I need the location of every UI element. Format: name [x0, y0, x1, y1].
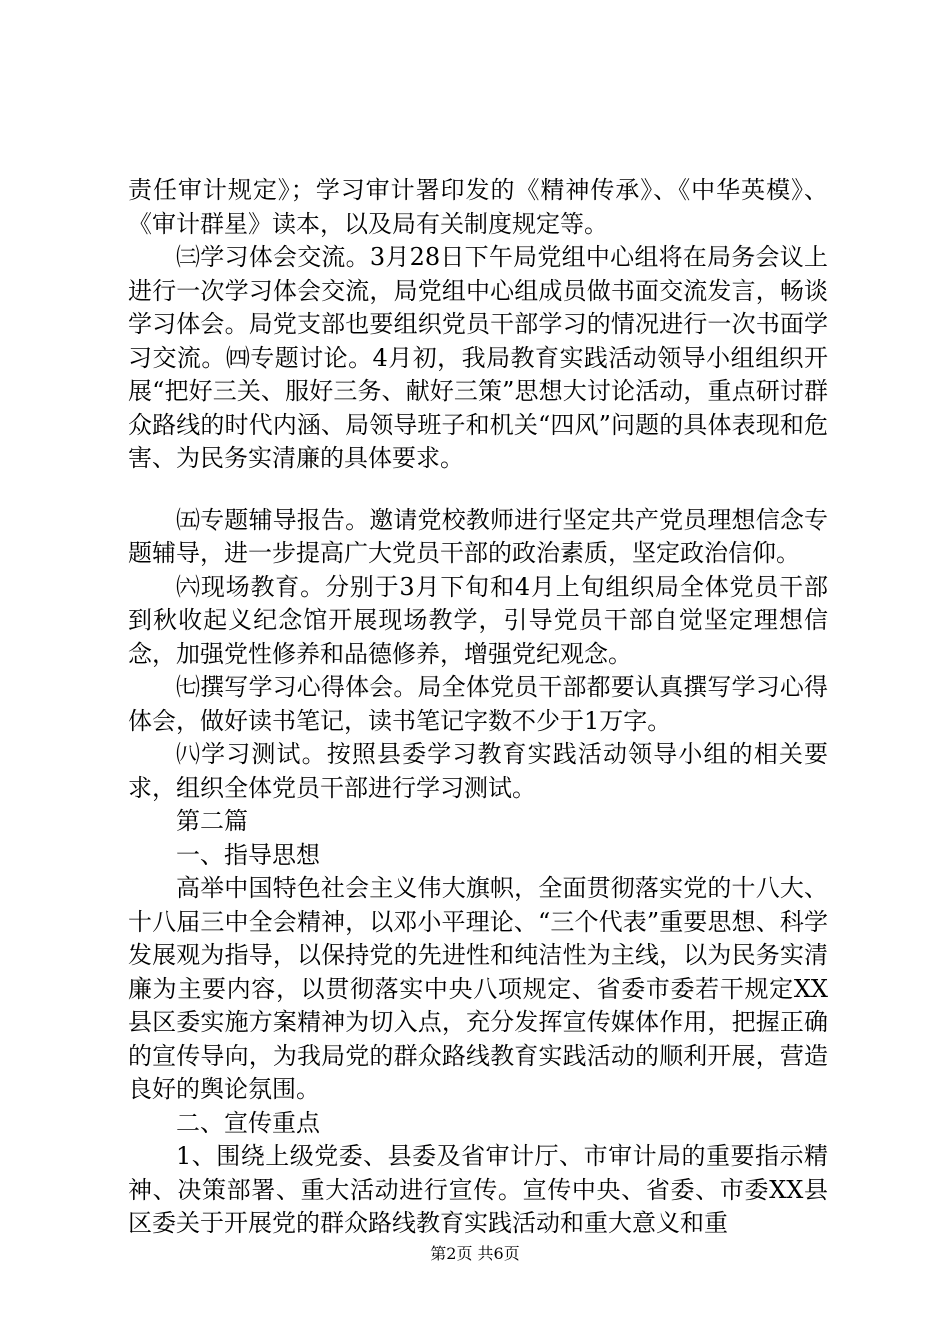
- paragraph-special-guidance-report: ㈤专题辅导报告。邀请党校教师进行坚定共产党员理想信念专题辅导，进一步提高广大党员干部的政治素质，坚定政治信仰。: [128, 505, 828, 567]
- paragraph-publicity-focus-item-1: 1、围绕上级党委、县委及省审计厅、市审计局的重要指示精神、决策部署、重大活动进行宣传。宣传中央、省委、市委XX县区委关于开展党的群众路线教育实践活动和重大意义和重: [128, 1142, 828, 1237]
- section-heading-publicity-focus: 二、宣传重点: [176, 1108, 320, 1137]
- paragraph-onsite-education: ㈥现场教育。分别于3月下旬和4月上旬组织局全体党员干部到秋收起义纪念馆开展现场教学，引导党员干部自觉坚定理想信念，加强党性修养和品德修养，增强党纪观念。: [128, 572, 828, 668]
- paragraph-gap: [128, 476, 828, 504]
- paragraph-study-exchange-and-discussion: ㈢学习体会交流。3月28日下午局党组中心组将在局务会议上进行一次学习体会交流，局党组中心组成员做书面交流发言，畅谈学习体会。局党支部也要组织党员干部学习的情况进行一次书面学习交流。㈣专题讨论。4月初，我局教育实践活动领导小组组织开展“把好三关、服好三务、献好三策”思想大讨论活动，重点研讨群众路线的时代内涵、局领导班子和机关“四风”问题的具体表现和危害、为民务实清廉的具体要求。: [128, 243, 828, 472]
- paragraph-continued-audit-rules: 责任审计规定》；学习审计署印发的《精神传承》、《中华英模》、《审计群星》读本，以及局有关制度规定等。: [128, 176, 828, 238]
- section-heading-guiding-thought: 一、指导思想: [176, 840, 320, 869]
- section-heading-part-two: 第二篇: [176, 807, 248, 835]
- paragraph-guiding-thought-body: 高举中国特色社会主义伟大旗帜，全面贯彻落实党的十八大、十八届三中全会精神，以邓小平理论、“三个代表”重要思想、科学发展观为指导，以保持党的先进性和纯洁性为主线，以为民务实清廉为主要内容，以贯彻落实中央八项规定、省委市委若干规定XX县区委实施方案精神为切入点，充分发挥宣传媒体作用，把握正确的宣传导向，为我局党的群众路线教育实践活动的顺利开展，营造良好的舆论氛围。: [128, 874, 828, 1103]
- document-body: [128, 174, 828, 1241]
- paragraph-study-test: ㈧学习测试。按照县委学习教育实践活动领导小组的相关要求，组织全体党员干部进行学习测试。: [128, 740, 828, 802]
- page-number-footer: 第2页 共6页: [430, 1244, 520, 1263]
- paragraph-study-notes: ㈦撰写学习心得体会。局全体党员干部都要认真撰写学习心得体会，做好读书笔记，读书笔记字数不少于1万字。: [128, 673, 828, 735]
